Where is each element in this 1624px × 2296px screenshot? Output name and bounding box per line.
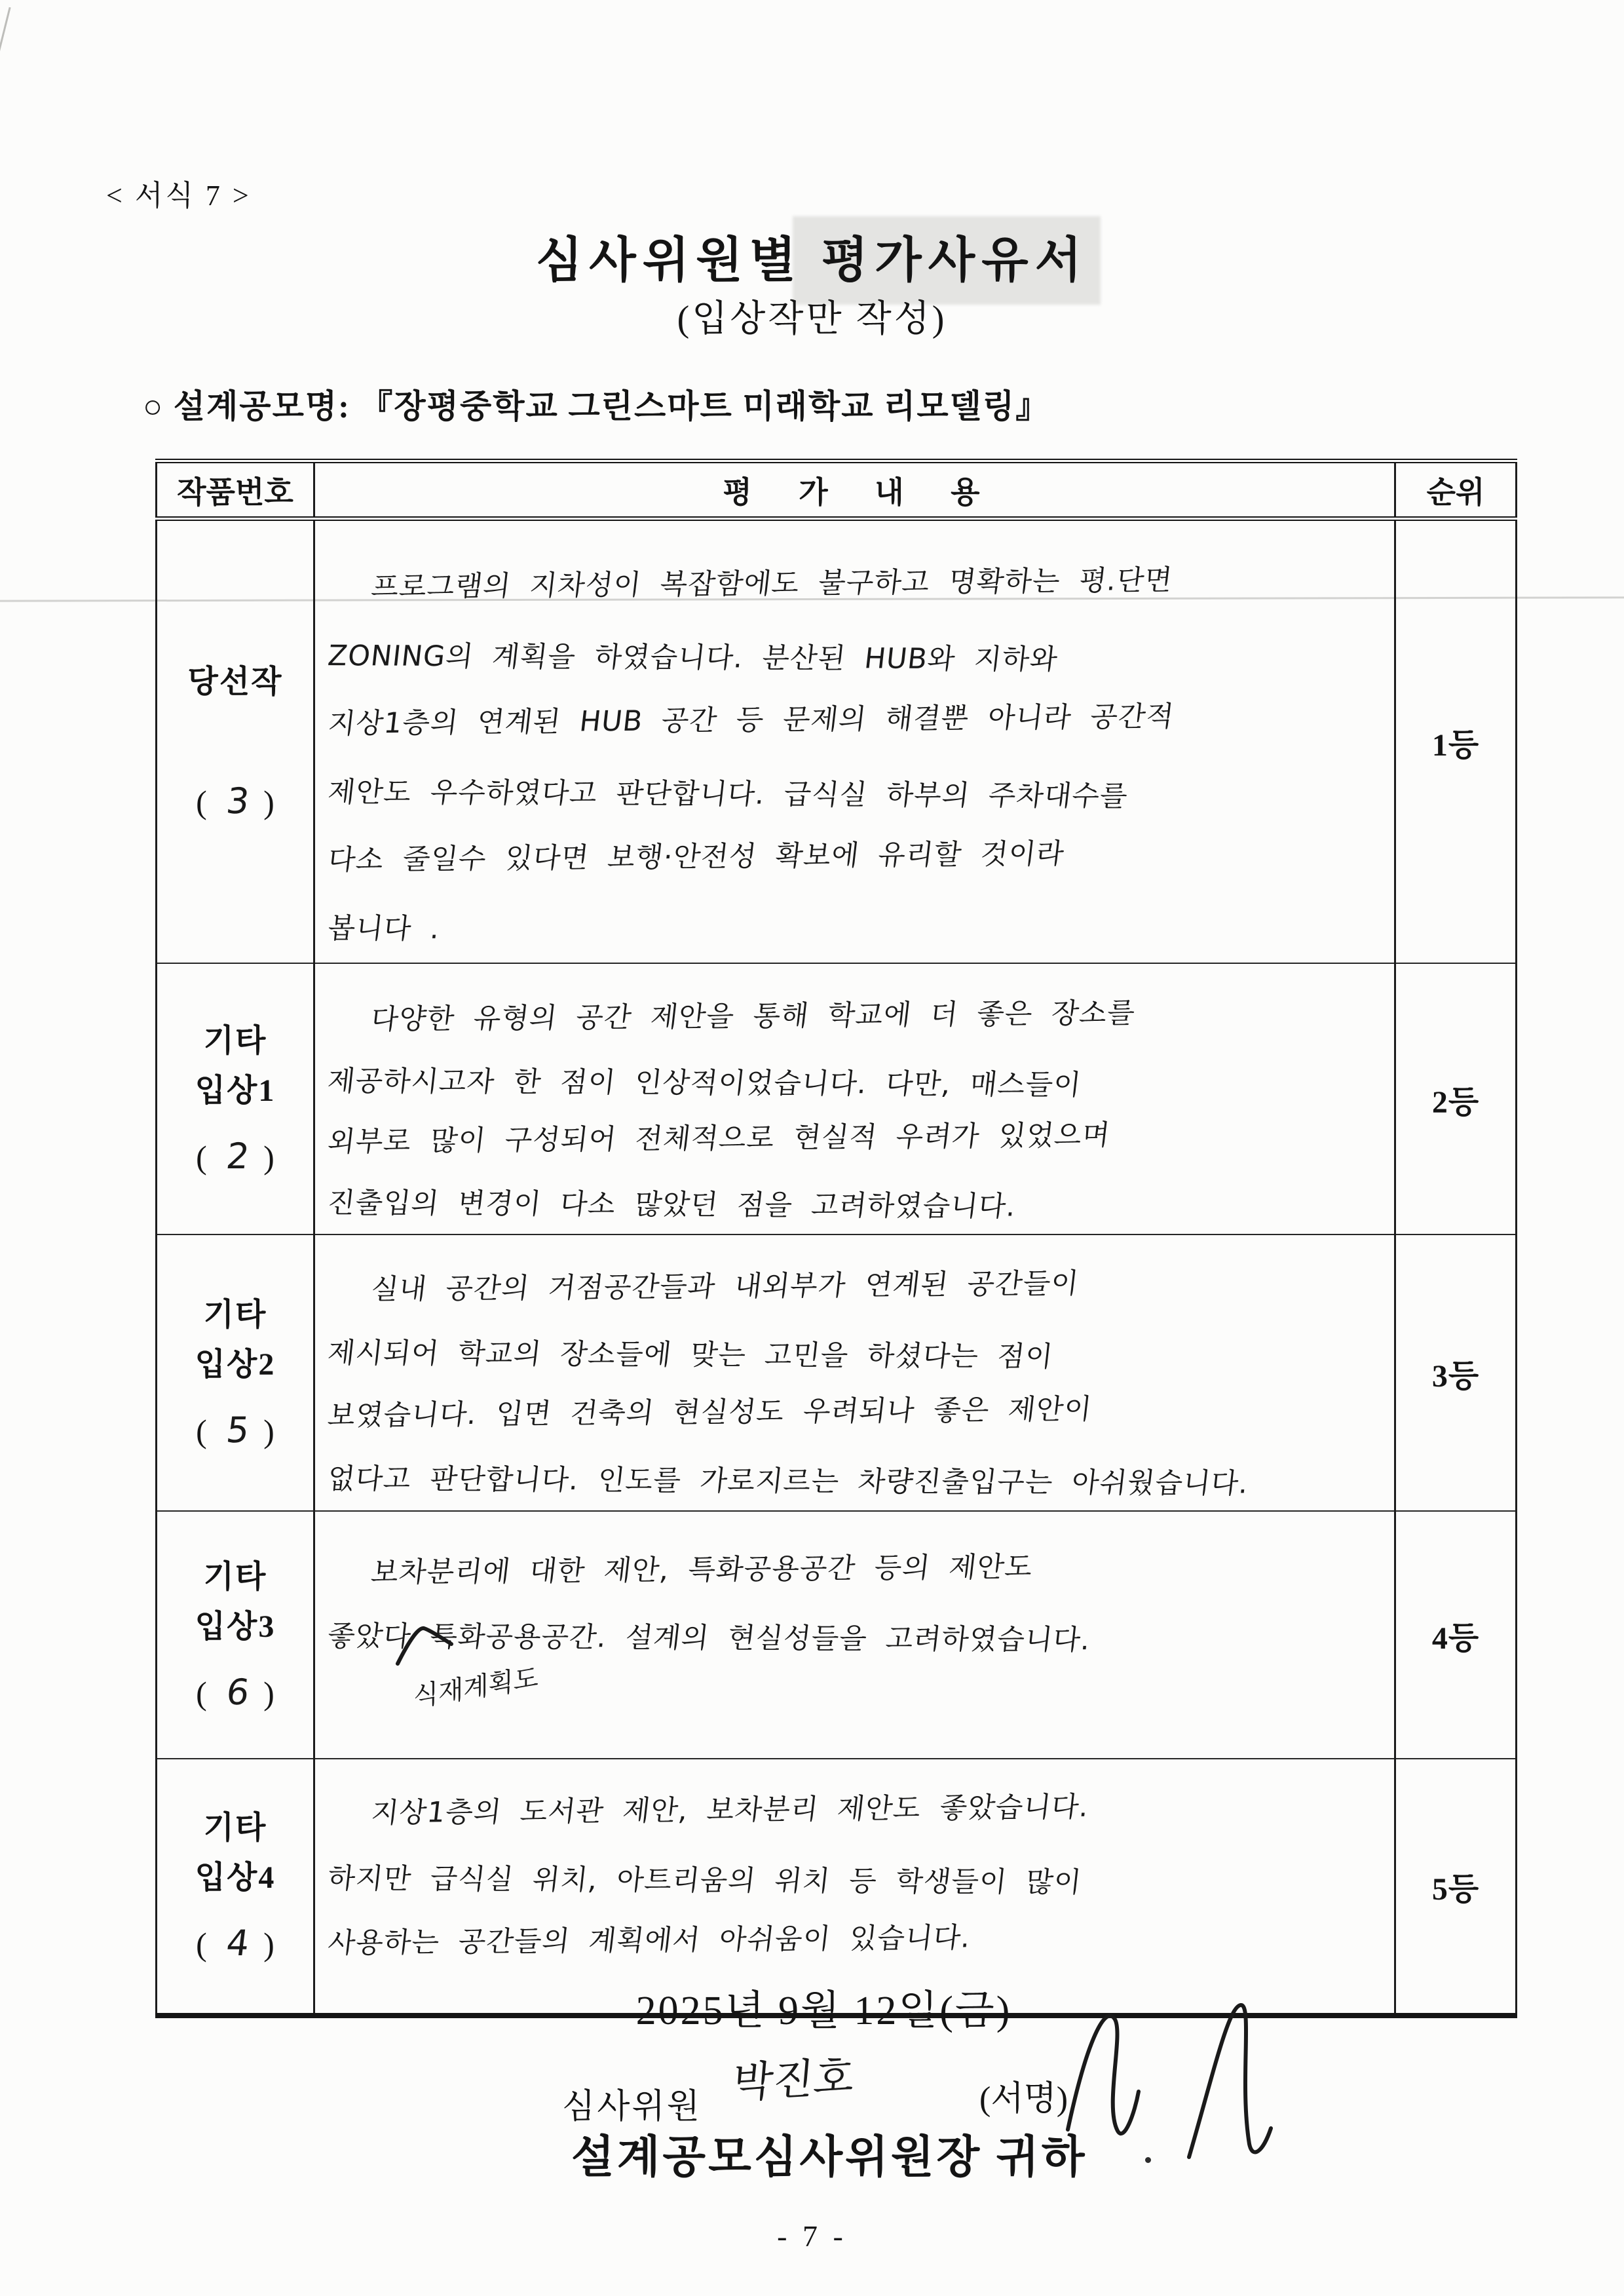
category-label: 입상1: [195, 1073, 276, 1108]
signature-label: (서명): [979, 2080, 1068, 2118]
entry-number-cell: [157, 1234, 314, 1511]
table-row: [157, 519, 1517, 964]
close-paren: ): [263, 1674, 274, 1712]
header-entry-number: 작품번호: [157, 461, 314, 519]
entry-number-line: [196, 780, 274, 822]
evaluation-content-cell: [314, 1234, 1395, 1511]
competition-name-line: ○ 설계공모명: 『장평중학교 그린스마트 미래학교 리모델링』: [143, 388, 1050, 425]
handwritten-line: 보차분리에 대한 제안, 특화공용공간 등의 제안도: [369, 1550, 1035, 1590]
handwritten-entry-number: 2: [223, 1135, 252, 1177]
handwritten-line: 제공하시고자 한 점이 인상적이었습니다. 다만, 매스들이: [326, 1065, 1084, 1102]
handwritten-entry-number: 4: [223, 1923, 252, 1964]
table-header-row: [157, 461, 1517, 519]
rank-value: 4등: [1395, 1511, 1517, 1759]
form-label: < 서식 7 >: [106, 180, 252, 212]
handwritten-line: 다양한 유형의 공간 제안을 통해 학교에 더 좋은 장소를: [369, 997, 1137, 1037]
page-subtitle: (입상작만 작성): [677, 299, 947, 339]
entry-number-line: [196, 1409, 274, 1451]
rank-value: 1등: [1395, 519, 1517, 964]
rank-value: 2등: [1395, 963, 1517, 1234]
open-paren: (: [196, 1674, 207, 1712]
category-label: 기타: [203, 1810, 267, 1845]
rank-value: 3등: [1395, 1234, 1517, 1511]
category-label: 기타: [203, 1023, 267, 1058]
handwritten-line: 사용하는 공간들의 계획에서 아쉬움이 있습니다.: [326, 1921, 973, 1960]
ink-dot-mark: [1145, 2157, 1151, 2163]
close-paren: ): [263, 1138, 274, 1176]
page-title: 심사위원별 평가사유서: [535, 234, 1089, 288]
handwritten-line: 봅니다 .: [326, 912, 442, 946]
rank-value: 5등: [1395, 1759, 1517, 2016]
insertion-caret-mark: [394, 1622, 459, 1671]
entry-number-line: [196, 1672, 274, 1713]
open-paren: (: [196, 1138, 207, 1176]
header-evaluation-content: 평 가 내 용: [314, 461, 1395, 519]
judge-label: 심사위원: [562, 2088, 702, 2126]
handwritten-entry-number: 5: [223, 1409, 252, 1451]
handwritten-line: 제안도 우수하였다고 판단합니다. 급식실 하부의 주차대수를: [326, 776, 1130, 813]
table-row: [157, 1234, 1517, 1511]
handwritten-line: 다소 줄일수 있다면 보행·안전성 확보에 유리할 것이라: [326, 837, 1067, 877]
category-label: 입상2: [195, 1347, 276, 1382]
date-line: 2025년 9월 12일(금): [635, 1989, 1012, 2033]
open-paren: (: [196, 1926, 207, 1962]
handwritten-line: 제시되어 학교의 장소들에 맞는 고민을 하셨다는 점이: [326, 1337, 1055, 1373]
category-label: 당선작: [187, 664, 283, 699]
scan-crease-mark: [0, 7, 11, 58]
evaluation-content-cell: [314, 519, 1395, 964]
entry-number-cell: [157, 963, 314, 1234]
handwritten-line: 진출입의 변경이 다소 많았던 점을 고려하였습니다.: [326, 1187, 1018, 1223]
close-paren: ): [263, 1412, 274, 1449]
entry-number-line: [196, 1923, 274, 1964]
category-label: 기타: [203, 1559, 267, 1594]
close-paren: ): [263, 1926, 274, 1962]
handwritten-line: 프로그램의 지차성이 복잡함에도 불구하고 명확하는 평.단면: [369, 564, 1175, 604]
handwritten-line: 외부로 많이 구성되어 전체적으로 현실적 우려가 있었으며: [326, 1119, 1112, 1158]
category-label: 입상3: [195, 1609, 276, 1644]
table-row: [157, 1511, 1517, 1759]
inserted-handwritten-text: 식재계획도: [413, 1662, 538, 1713]
handwritten-line: 실내 공간의 거점공간들과 내외부가 연계된 공간들이: [369, 1267, 1081, 1307]
evaluation-table: [155, 459, 1517, 2018]
handwritten-line: 지상1층의 연계된 HUB 공간 등 문제의 해결뿐 아니라 공간적: [326, 700, 1176, 740]
handwritten-entry-number: 6: [223, 1671, 252, 1713]
close-paren: ): [263, 783, 274, 820]
page-number: - 7 -: [777, 2219, 847, 2253]
entry-number-line: [196, 1136, 274, 1177]
category-label: 입상4: [195, 1860, 276, 1895]
table-row: [157, 963, 1517, 1234]
entry-number-cell: [157, 1511, 314, 1759]
addressee-line: 설계공모심사위원장 귀하: [571, 2132, 1087, 2182]
category-label: 기타: [203, 1297, 267, 1332]
handwritten-entry-number: 3: [223, 780, 252, 822]
handwritten-line: 지상1층의 도서관 제안, 보차분리 제안도 좋았습니다.: [369, 1790, 1091, 1830]
handwritten-judge-name: 박진호: [730, 2052, 857, 2108]
entry-number-cell: [157, 519, 314, 964]
handwritten-line: 하지만 급식실 위치, 아트리움의 위치 등 학생들이 많이: [326, 1862, 1084, 1900]
handwritten-line: 없다고 판단합니다. 인도를 가로지르는 차량진출입구는 아쉬웠습니다.: [326, 1463, 1251, 1501]
handwritten-line: 보였습니다. 입면 건축의 현실성도 우려되나 좋은 제안이: [326, 1392, 1094, 1432]
handwritten-line: ZONING의 계획을 하였습니다. 분산된 HUB와 지하와: [326, 640, 1060, 676]
evaluation-content-cell: [314, 1511, 1395, 1759]
header-rank: 순위: [1395, 461, 1517, 519]
open-paren: (: [196, 1412, 207, 1449]
open-paren: (: [196, 783, 207, 820]
handwritten-line: 좋았다 특화공용공간. 설계의 현실성들을 고려하였습니다.: [326, 1620, 1093, 1657]
evaluation-content-cell: [314, 963, 1395, 1234]
